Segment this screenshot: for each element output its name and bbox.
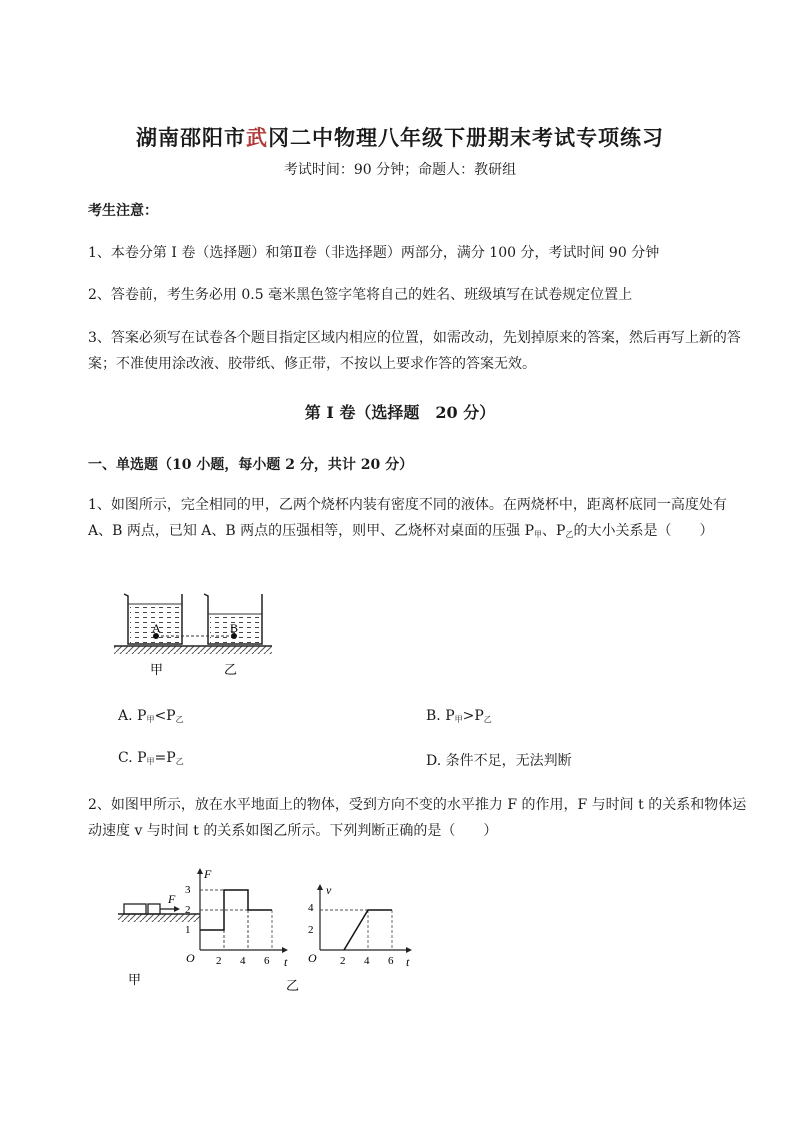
opt-a-pre: A. P [118, 708, 147, 724]
point-b-label: B [230, 621, 239, 635]
q1-text-b: 、P [542, 523, 566, 539]
opt-c-sub2: 乙 [175, 757, 184, 766]
q1-option-d[interactable]: D. 条件不足，无法判断 [426, 753, 572, 769]
q1-option-b[interactable] [426, 708, 492, 725]
opt-a-sub2: 乙 [175, 715, 184, 724]
figure-jia-label: 甲 [128, 973, 142, 988]
v-axis-label: v [326, 883, 332, 897]
notes-heading: 考生注意： [88, 203, 158, 219]
v-t-graph [308, 883, 412, 969]
part-title: 一、单选题（10 小题，每小题 2 分，共计 20 分） [88, 457, 414, 473]
question-1-text [88, 492, 748, 548]
v-tick-4: 4 [308, 902, 314, 914]
v-tick-2: 2 [308, 924, 314, 936]
opt-b-sub2: 乙 [483, 715, 492, 724]
v-t-tick-4: 4 [364, 955, 370, 967]
section-title: 第 I 卷（选择题 20 分） [304, 403, 496, 422]
opt-c-pre: C. P [118, 750, 147, 766]
graphs-figure [180, 860, 430, 1000]
v-t-tick-2: 2 [340, 955, 346, 967]
opt-b-sub1: 甲 [454, 715, 463, 724]
q1-option-c[interactable] [118, 750, 184, 767]
opt-b-pre: B. P [426, 708, 455, 724]
title-highlight: 武 [246, 125, 268, 150]
beakers-figure [110, 580, 280, 690]
opt-c-sub1: 甲 [146, 757, 155, 766]
v-graph-t-label: t [406, 955, 410, 969]
note-item-3: 3、答案必须写在试卷各个题目指定区域内相应的位置，如需改动，先划掉原来的答案，然后再写上新的答案；不准使用涂改液、胶带纸、修正带，不按以上要求作答的答案无效。 [88, 330, 741, 372]
f-tick-1: 1 [185, 924, 191, 936]
opt-a-mid: <P [154, 708, 176, 724]
title-part-2: 冈二中物理八年级下册期末考试专项练习 [268, 125, 664, 150]
q1-sub-jia: 甲 [534, 530, 543, 539]
f-t-tick-6: 6 [264, 955, 270, 967]
v-graph-origin: O [308, 951, 317, 965]
exam-subtitle: 考试时间：90 分钟；命题人：教研组 [283, 162, 517, 178]
note-item-2: 2、答卷前，考生务必用 0.5 毫米黑色签字笔将自己的姓名、班级填写在试卷规定位置上 [88, 287, 633, 303]
f-tick-2: 2 [185, 904, 191, 916]
point-a-label: A [152, 621, 161, 635]
q1-text-a: 1、如图所示，完全相同的甲，乙两个烧杯内装有密度不同的液体。在两烧杯中，距离杯底同一高度处有 A、B 两点，已知 A、B 两点的压强相等，则甲、乙烧杯对桌面的压强 P [88, 497, 727, 539]
v-t-tick-6: 6 [388, 955, 394, 967]
f-t-graph [185, 867, 288, 969]
q1-option-a[interactable] [118, 708, 184, 725]
f-t-tick-4: 4 [240, 955, 246, 967]
table-surface [114, 646, 272, 654]
f-tick-3: 3 [185, 884, 191, 896]
beaker-jia-label: 甲 [150, 663, 164, 678]
f-graph-origin: O [186, 951, 195, 965]
f-graph-t-label: t [284, 955, 288, 969]
title-part-1: 湖南邵阳市 [136, 125, 246, 150]
force-label: F [168, 892, 176, 906]
q1-text-c: 的大小关系是（ ） [573, 523, 714, 539]
note-item-1: 1、本卷分第 I 卷（选择题）和第Ⅱ卷（非选择题）两部分，满分 100 分，考试时间 90 分钟 [88, 245, 660, 261]
opt-c-mid: =P [154, 750, 176, 766]
exam-title [0, 122, 800, 152]
q1-sub-yi: 乙 [565, 530, 574, 539]
f-axis-label: F [204, 867, 212, 881]
block-object [124, 904, 146, 914]
figure-yi-label: 乙 [286, 979, 300, 994]
question-2-text: 2、如图甲所示，放在水平地面上的物体，受到方向不变的水平推力 F 的作用，F 与时间 t 的关系和物体运动速度 v 与时间 t 的关系如图乙所示。下列判断正确的是（ ） [88, 797, 747, 839]
beaker-yi-label: 乙 [224, 663, 238, 678]
f-t-tick-2: 2 [216, 955, 222, 967]
opt-a-sub1: 甲 [146, 715, 155, 724]
opt-b-mid: >P [462, 708, 484, 724]
